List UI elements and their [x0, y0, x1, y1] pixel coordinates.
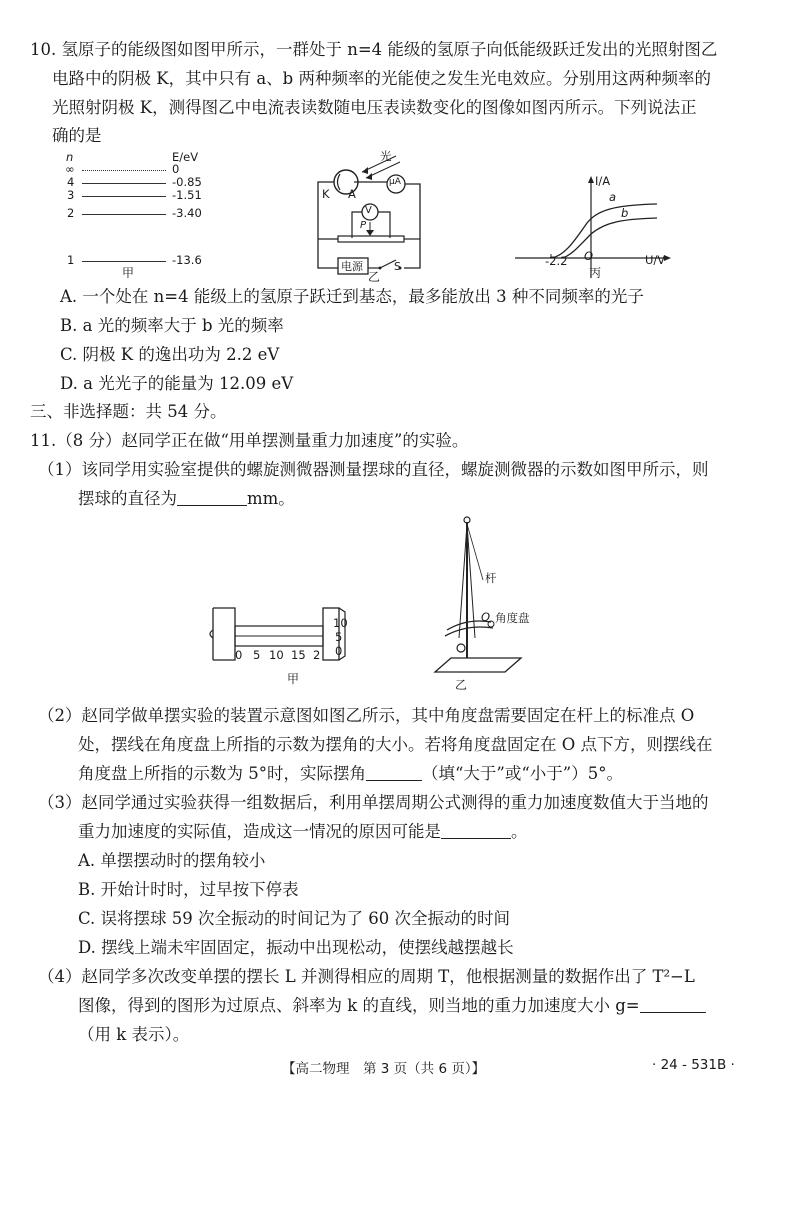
q10-line2: 电路中的阴极 K，其中只有 a、b 两种频率的光能使之发生光电效应。分别用这两种频率的 — [52, 69, 711, 88]
main-scale-tick-0: 0 — [235, 648, 243, 662]
q10-option-d: D. a 光光子的能量为 12.09 eV — [60, 374, 294, 393]
n-header: n — [66, 150, 74, 164]
main-scale-tick-10: 10 — [269, 648, 284, 662]
power-source-label: 电源 — [341, 260, 363, 273]
q11-p4-line3: （用 k 表示）。 — [78, 1025, 190, 1044]
curve-b-label: b — [621, 206, 629, 220]
iv-tick-label: -2.2 — [545, 254, 568, 268]
caption-bing: 丙 — [589, 266, 602, 280]
q11-p4-text: 图像，得到的图形为过原点、斜率为 k 的直线，则当地的重力加速度大小 g= — [78, 996, 640, 1015]
level-e-3: -1.51 — [172, 188, 202, 202]
q10-line4: 确的是 — [52, 126, 102, 145]
caption-jia-2: 甲 — [287, 672, 300, 686]
q11-p2-tail: （填“大于”或“小于”）5°。 — [422, 764, 623, 783]
q11-p3-option-b: B. 开始计时时，过早按下停表 — [78, 880, 299, 899]
q10-option-b: B. a 光的频率大于 b 光的频率 — [60, 316, 284, 335]
light-label: 光 — [380, 149, 392, 163]
circuit-diagram — [300, 149, 440, 284]
q11-p1-unit: mm。 — [247, 489, 295, 508]
level-n-inf: ∞ — [65, 162, 75, 176]
ammeter-label: μA — [389, 177, 401, 187]
q10-line3: 光照射阴极 K，测得图乙中电流表读数随电压表读数变化的图像如图丙所示。下列说法正 — [52, 98, 697, 117]
caption-jia-1: 甲 — [122, 266, 135, 280]
rod-label: 杆 — [485, 571, 497, 585]
level-e-inf: 0 — [172, 162, 180, 176]
iv-graph — [515, 148, 675, 283]
curve-a-label: a — [609, 190, 617, 204]
angle-answer-blank[interactable] — [366, 762, 422, 781]
caption-yi-2: 乙 — [455, 678, 468, 692]
q11-p3-tail: 。 — [511, 822, 528, 841]
point-o-label: O — [481, 610, 491, 624]
q11-p1-line1: （1）该同学用实验室提供的螺旋测微器测量摆球的直径，螺旋测微器的示数如图甲所示，则 — [38, 460, 709, 479]
switch-s-label: S — [394, 260, 401, 273]
q11-p3-line2 — [78, 818, 528, 846]
q10-option-a: A. 一个处在 n=4 能级上的氢原子跃迁到基态，最多能放出 3 种不同频率的光子 — [60, 287, 644, 306]
q11-p3-option-d: D. 摆线上端未牢固固定，振动中出现松动，使摆线越摆越长 — [78, 938, 514, 957]
q10-line1: 10. 氢原子的能级图如图甲所示，一群处于 n=4 能级的氢原子向低能级跃迁发出的光照射图乙 — [30, 40, 718, 59]
main-scale-tick-5: 5 — [253, 648, 261, 662]
level-line-1 — [82, 261, 166, 262]
anode-a-label: A — [348, 187, 356, 201]
q11-p1-text: 摆球的直径为 — [78, 489, 177, 508]
level-e-4: -0.85 — [172, 175, 202, 189]
q10-option-c: C. 阴极 K 的逸出功为 2.2 eV — [60, 345, 280, 364]
slider-p-label: P — [360, 220, 367, 231]
iv-y-label: I/A — [595, 174, 611, 188]
main-scale-tick-20: 2 — [313, 648, 321, 662]
q11-p3-option-c: C. 误将摆球 59 次全振动的时间记为了 60 次全振动的时间 — [78, 909, 510, 928]
q11-p3-text: 重力加速度的实际值，造成这一情况的原因可能是 — [78, 822, 441, 841]
pendulum-svg — [425, 510, 545, 680]
level-line-3 — [82, 196, 166, 197]
q11-p4-line2 — [78, 992, 706, 1020]
thimble-tick-10: 10 — [333, 616, 348, 630]
q11-title: 11.（8 分）赵同学正在做“用单摆测量重力加速度”的实验。 — [30, 431, 469, 450]
e-header: E/eV — [172, 150, 199, 164]
gravity-answer-blank[interactable] — [640, 994, 706, 1013]
caption-yi-1: 乙 — [368, 270, 381, 284]
micrometer-figure — [195, 590, 355, 686]
level-e-1: -13.6 — [172, 253, 202, 267]
level-n-1: 1 — [67, 253, 75, 267]
q11-p3-line1: （3）赵同学通过实验获得一组数据后，利用单摆周期公式测得的重力加速度数值大于当地的 — [38, 793, 709, 812]
page-footer: 【高二物理 第 3 页（共 6 页）】 — [282, 1061, 486, 1077]
section-heading: 三、非选择题：共 54 分。 — [30, 402, 227, 421]
thimble-tick-5: 5 — [335, 630, 343, 644]
q11-p2-line1: （2）赵同学做单摆实验的装置示意图如图乙所示，其中角度盘需要固定在杆上的标准点 O — [38, 706, 695, 725]
q11-p1-line2 — [78, 485, 295, 513]
reason-answer-blank[interactable] — [441, 820, 511, 839]
thimble-tick-0: 0 — [335, 644, 343, 658]
angle-dial-label: 角度盘 — [495, 611, 530, 625]
paper-code: · 24 - 531B · — [652, 1057, 735, 1073]
iv-x-label: U/V — [645, 253, 666, 267]
blank-margin — [0, 1110, 794, 1211]
q11-p2-line2: 处，摆线在角度盘上所指的示数为摆角的大小。若将角度盘固定在 O 点下方，则摆线在 — [78, 735, 713, 754]
level-n-4: 4 — [67, 175, 75, 189]
level-line-inf — [82, 170, 166, 171]
level-line-2 — [82, 214, 166, 215]
voltmeter-label: V — [365, 205, 372, 216]
iv-origin-label: O — [584, 249, 594, 263]
q11-p4-line1: （4）赵同学多次改变单摆的摆长 L 并测得相应的周期 T，他根据测量的数据作出了 T²−L — [38, 967, 695, 986]
q11-p3-option-a: A. 单摆摆动时的摆角较小 — [78, 851, 266, 870]
level-n-2: 2 — [67, 206, 75, 220]
pendulum-figure — [425, 510, 545, 690]
diameter-answer-blank[interactable] — [177, 487, 247, 506]
level-line-4 — [82, 183, 166, 184]
level-e-2: -3.40 — [172, 206, 202, 220]
q11-p2-line3 — [78, 760, 623, 788]
q11-p2-text: 角度盘上所指的示数为 5°时，实际摆角 — [78, 764, 366, 783]
cathode-k-label: K — [322, 187, 330, 201]
energy-level-diagram — [60, 150, 230, 280]
level-n-3: 3 — [67, 188, 75, 202]
main-scale-tick-15: 15 — [291, 648, 306, 662]
